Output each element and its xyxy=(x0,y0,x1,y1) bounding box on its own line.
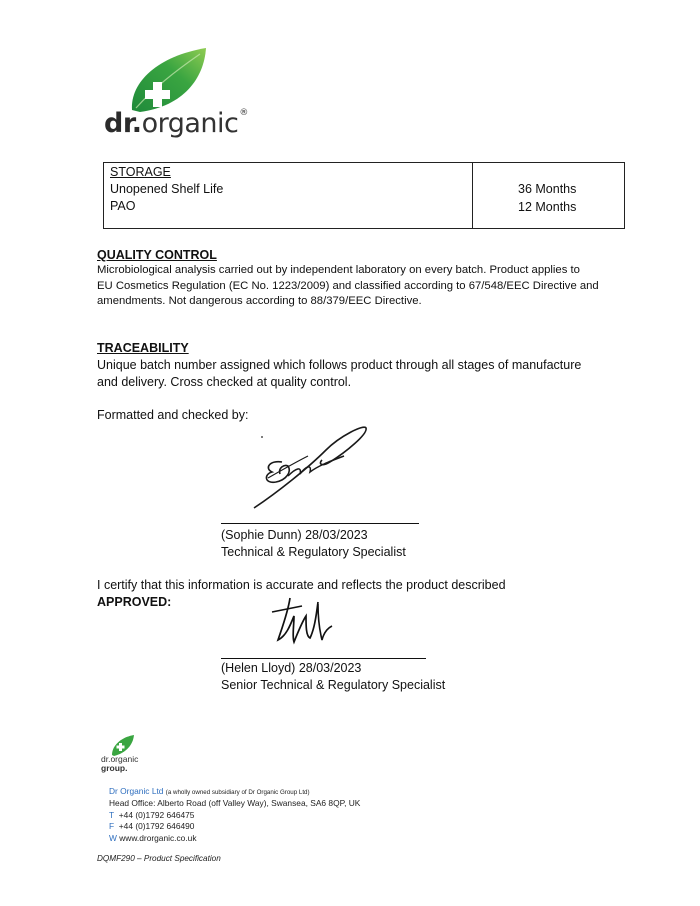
logo-wordmark: dr.organic® xyxy=(104,108,248,139)
address: Head Office: Alberto Road (off Valley Way), Swansea, SA6 8QP, UK xyxy=(109,798,361,809)
signer-2-name-date: (Helen Lloyd) 28/03/2023 xyxy=(221,661,362,675)
signature-line-1 xyxy=(221,523,419,524)
fax: +44 (0)1792 646490 xyxy=(118,821,195,832)
phone: +44 (0)1792 646475 xyxy=(118,809,195,820)
pao-value: 12 Months xyxy=(518,200,577,214)
storage-title: STORAGE xyxy=(110,165,171,179)
group-logo-line1: dr.organic xyxy=(101,754,139,764)
shelf-life-label: Unopened Shelf Life xyxy=(110,182,224,196)
group-logo-line2: group. xyxy=(101,763,128,773)
company-name: Dr Organic Ltd xyxy=(109,786,164,796)
fax-label: F xyxy=(109,821,115,832)
signer-1-role: Technical & Regulatory Specialist xyxy=(221,545,406,559)
quality-control-heading: QUALITY CONTROL xyxy=(97,248,217,262)
document-reference: DQMF290 – Product Specification xyxy=(97,854,221,863)
text-line: amendments. Not dangerous according to 88/379/EEC Directive. xyxy=(97,295,422,307)
signature-helen-lloyd xyxy=(268,592,338,648)
company-note: (a wholly owned subsidiary of Dr Organic Group Ltd) xyxy=(165,789,310,796)
text-line: EU Cosmetics Regulation (EC No. 1223/2009) and classified according to 67/548/EEC Directive and xyxy=(97,279,599,292)
text-line: Microbiological analysis carried out by independent laboratory on every batch. Product applies to xyxy=(97,264,580,276)
footer-contact xyxy=(109,786,360,844)
text-line: and delivery. Cross checked at quality control. xyxy=(97,375,352,389)
phone-label: T xyxy=(109,809,115,820)
table-divider xyxy=(472,163,473,228)
quality-control-text xyxy=(97,263,617,310)
traceability-heading: TRACEABILITY xyxy=(97,341,189,355)
signer-1-name-date: (Sophie Dunn) 28/03/2023 xyxy=(221,528,368,542)
signature-sophie-dunn xyxy=(248,420,378,515)
signer-2-role: Senior Technical & Regulatory Specialist xyxy=(221,678,446,692)
group-logo-text xyxy=(101,755,138,773)
text-line: Unique batch number assigned which follows product through all stages of manufacture xyxy=(97,358,582,372)
storage-table xyxy=(103,162,625,229)
certify-statement: I certify that this information is accurate and reflects the product described xyxy=(97,578,506,592)
pao-label: PAO xyxy=(110,199,136,213)
approved-label: APPROVED: xyxy=(97,595,172,609)
web-label: W xyxy=(109,832,117,843)
shelf-life-value: 36 Months xyxy=(518,182,577,196)
website-link[interactable]: www.drorganic.co.uk xyxy=(119,832,197,843)
formatted-label: Formatted and checked by: xyxy=(97,408,249,422)
traceability-text xyxy=(97,357,617,391)
signature-line-2 xyxy=(221,658,426,659)
